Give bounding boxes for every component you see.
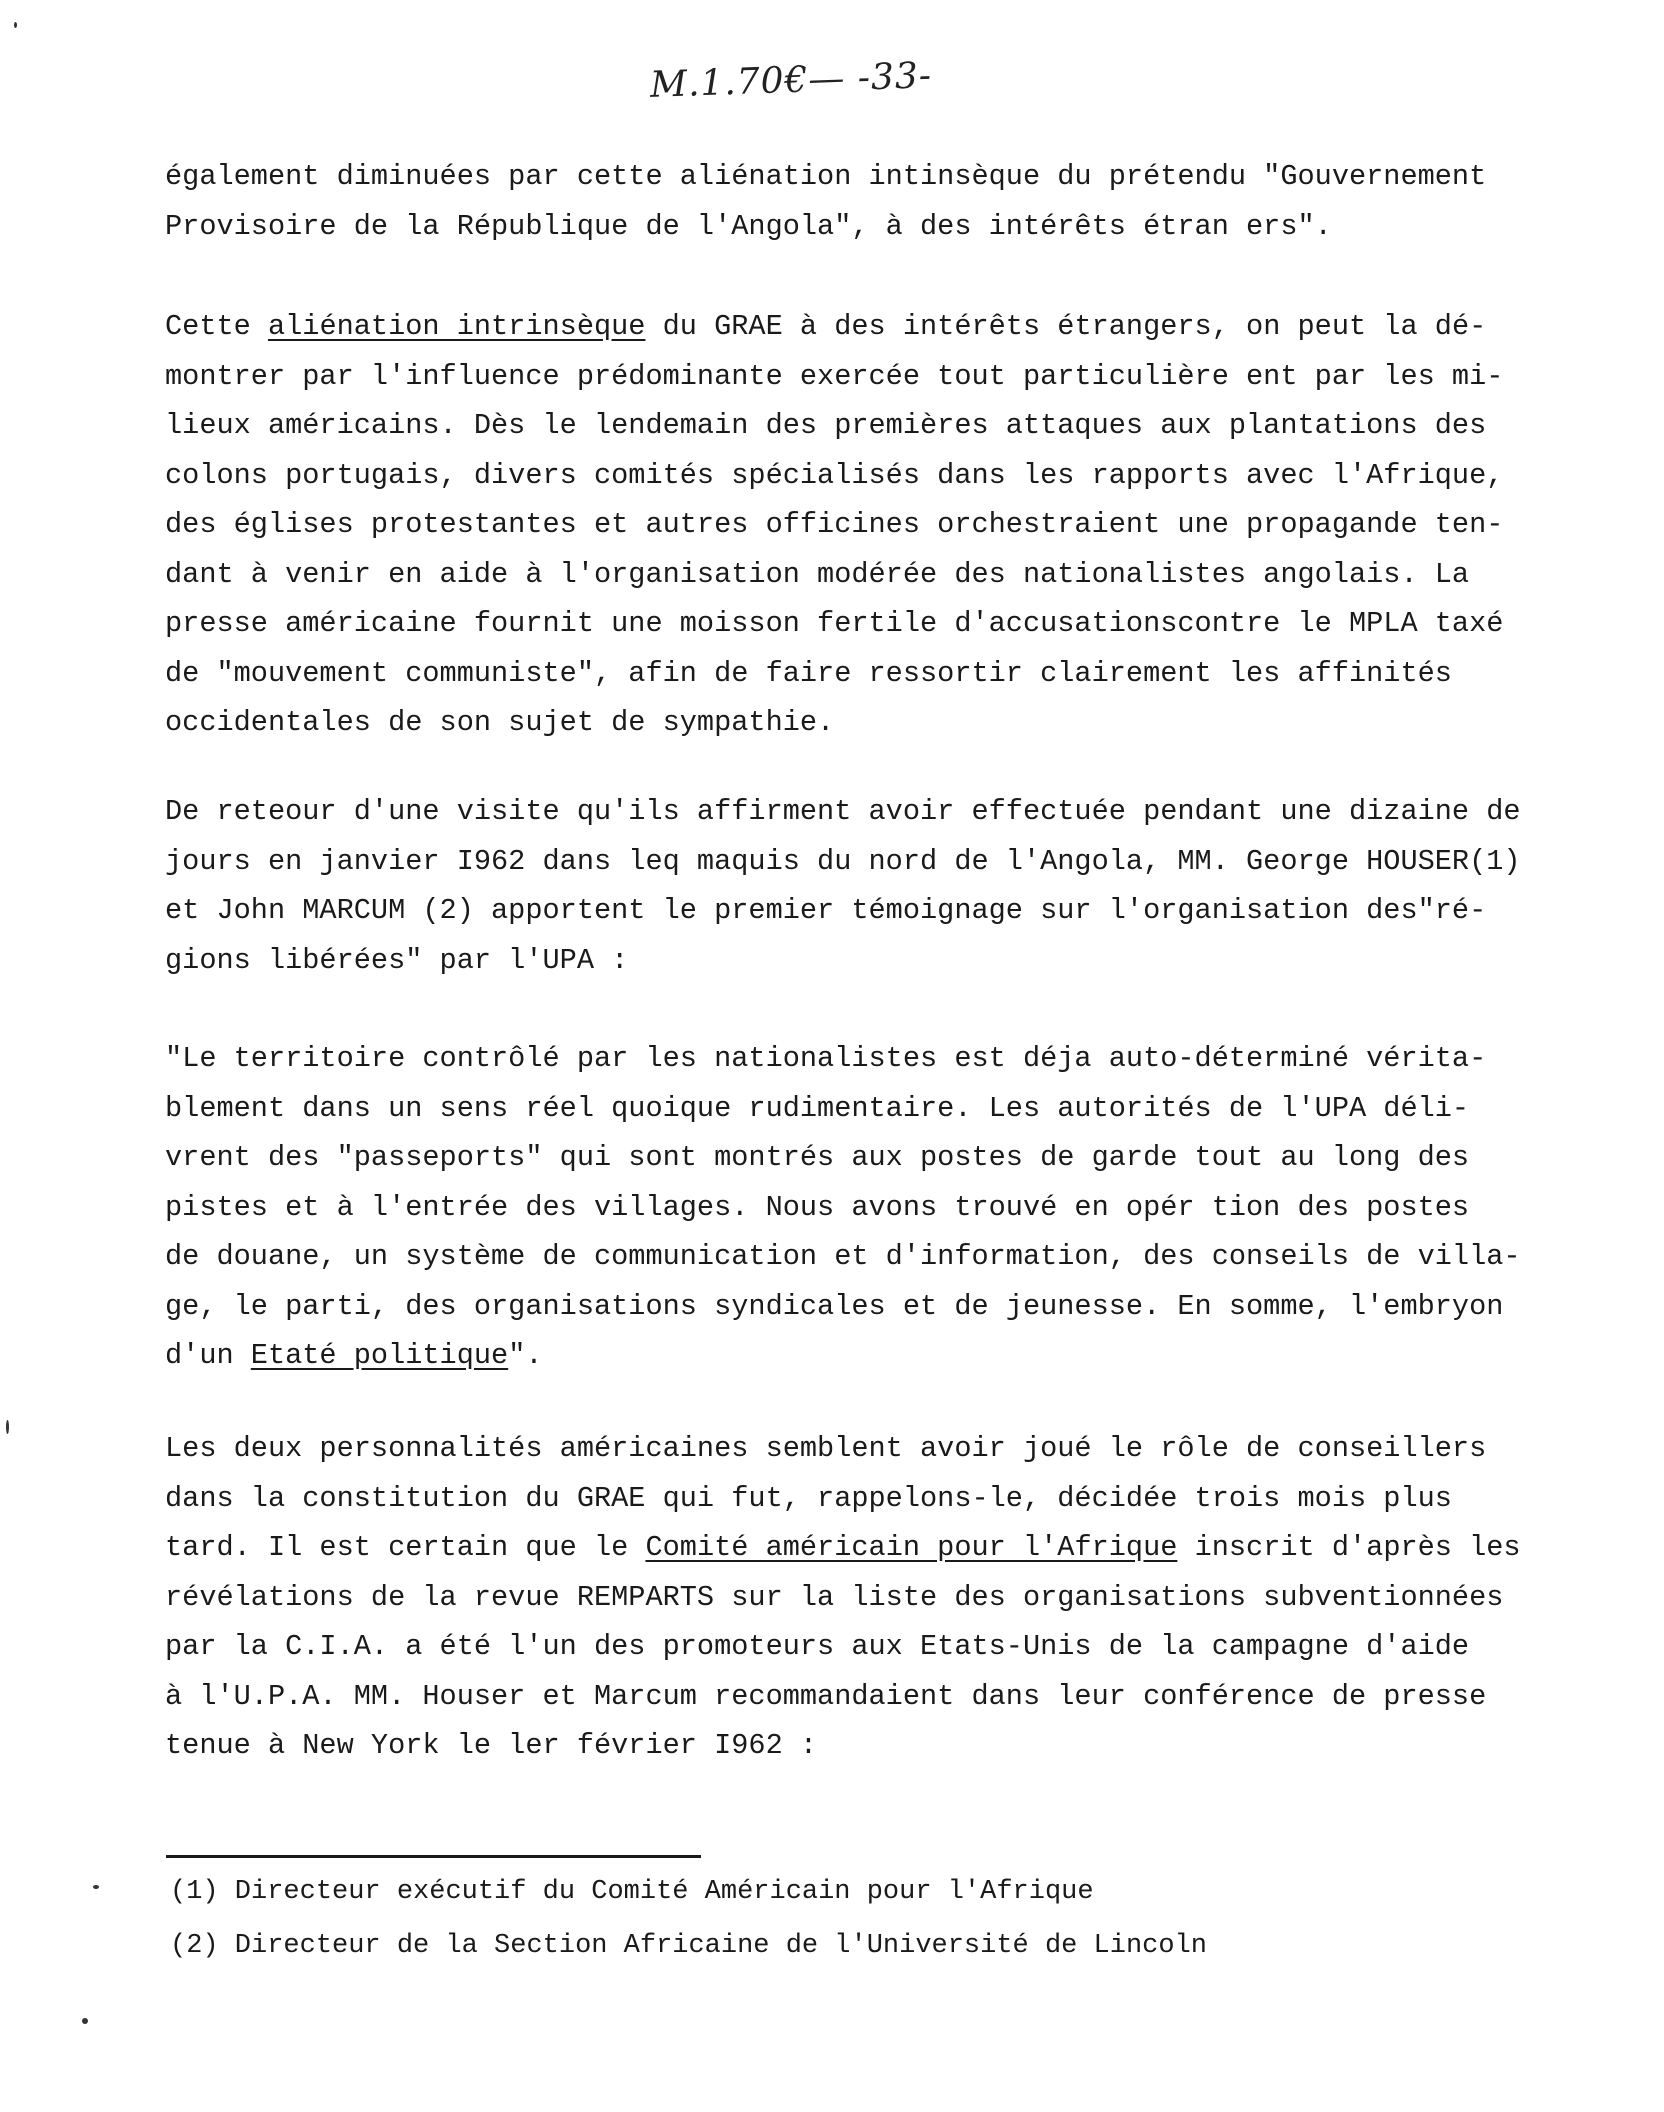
- text-line: "Le territoire contrôlé par les nationalistes est déja auto-déterminé vérita-: [165, 1042, 1487, 1075]
- text-segment: d'un: [165, 1339, 251, 1372]
- text-line: par la C.I.A. a été l'un des promoteurs aux Etats-Unis de la campagne d'aide: [165, 1630, 1470, 1663]
- text-line: ge, le parti, des organisations syndicales et de jeunesse. En somme, l'embryon: [165, 1289, 1504, 1323]
- text-segment: tard. Il est certain que le: [165, 1531, 646, 1564]
- paragraph-3: [165, 787, 1625, 985]
- scan-speck: [6, 1420, 9, 1434]
- text-line: à l'U.P.A. MM. Houser et Marcum recommandaient dans leur conférence de presse: [165, 1679, 1487, 1713]
- handwritten-page-annotation: M.1.70€— -33-: [649, 55, 933, 106]
- paragraph-1: [165, 152, 1625, 251]
- text-line: [165, 302, 1625, 352]
- footnote-divider: [166, 1855, 701, 1858]
- underlined-phrase: aliénation intrinsèque: [267, 310, 646, 343]
- text-line: dant à venir en aide à l'organisation modérée des nationalistes angolais. La: [165, 557, 1470, 591]
- underlined-phrase: Comité américain pour l'Afrique: [645, 1531, 1178, 1564]
- text-line: De reteour d'une visite qu'ils affirment avoir effectuée pendant une dizaine de: [165, 795, 1521, 828]
- text-segment: inscrit d'après les: [1177, 1531, 1521, 1564]
- text-line: gions libérées" par l'UPA :: [165, 943, 629, 977]
- text-line: colons portugais, divers comités spécialisés dans les rapports avec l'Afrique,: [165, 458, 1504, 492]
- text-line: [165, 1331, 1625, 1381]
- text-segment: Cette: [165, 310, 268, 343]
- text-line: des églises protestantes et autres officines orchestraient une propagande ten-: [165, 508, 1504, 541]
- text-line: révélations de la revue REMPARTS sur la liste des organisations subventionnées: [165, 1580, 1504, 1614]
- paragraph-4-quotation: [165, 1034, 1625, 1381]
- text-line: vrent des "passeports" qui sont montrés aux postes de garde tout au long des: [165, 1141, 1470, 1174]
- footnote-1: (1) Directeur exécutif du Comité Américain pour l'Afrique: [170, 1877, 1094, 1907]
- scan-speck: [82, 2018, 88, 2024]
- text-line: montrer par l'influence prédominante exercée tout particulière ent par les mi-: [165, 359, 1504, 393]
- scan-speck: [14, 22, 17, 28]
- text-line: occidentales de son sujet de sympathie.: [165, 706, 835, 739]
- paragraph-2: [165, 302, 1625, 748]
- text-line: également diminuées par cette aliénation intinsèque du prétendu "Gouvernement: [165, 160, 1487, 193]
- text-line: Les deux personnalités américaines semblent avoir joué le rôle de conseillers: [165, 1432, 1487, 1465]
- underlined-phrase: Etaté politique: [250, 1339, 509, 1372]
- scan-speck: [93, 1885, 99, 1889]
- text-segment: ".: [508, 1339, 543, 1372]
- text-line: presse américaine fournit une moisson fertile d'accusationscontre le MPLA taxé: [165, 607, 1504, 640]
- text-line: et John MARCUM (2) apportent le premier témoignage sur l'organisation des"ré-: [165, 894, 1487, 927]
- text-line: de "mouvement communiste", afin de faire ressortir clairement les affinités: [165, 656, 1452, 690]
- text-line: [165, 1523, 1625, 1573]
- text-line: dans la constitution du GRAE qui fut, rappelons-le, décidée trois mois plus: [165, 1481, 1452, 1515]
- footnote-2: (2) Directeur de la Section Africaine de l'Université de Lincoln: [170, 1931, 1207, 1961]
- text-line: jours en janvier I962 dans leq maquis du nord de l'Angola, MM. George HOUSER(1): [165, 844, 1521, 878]
- text-segment: du GRAE à des intérêts étrangers, on peut la dé-: [645, 310, 1487, 343]
- text-line: de douane, un système de communication et d'information, des conseils de villa-: [165, 1240, 1521, 1273]
- text-line: tenue à New York le ler février I962 :: [165, 1729, 818, 1762]
- text-line: blement dans un sens réel quoique rudimentaire. Les autorités de l'UPA déli-: [165, 1091, 1470, 1125]
- text-line: Provisoire de la République de l'Angola", à des intérêts étran ers".: [165, 209, 1332, 243]
- text-line: lieux américains. Dès le lendemain des premières attaques aux plantations des: [165, 409, 1487, 442]
- text-line: pistes et à l'entrée des villages. Nous avons trouvé en opér tion des postes: [165, 1190, 1470, 1224]
- paragraph-5: [165, 1424, 1625, 1771]
